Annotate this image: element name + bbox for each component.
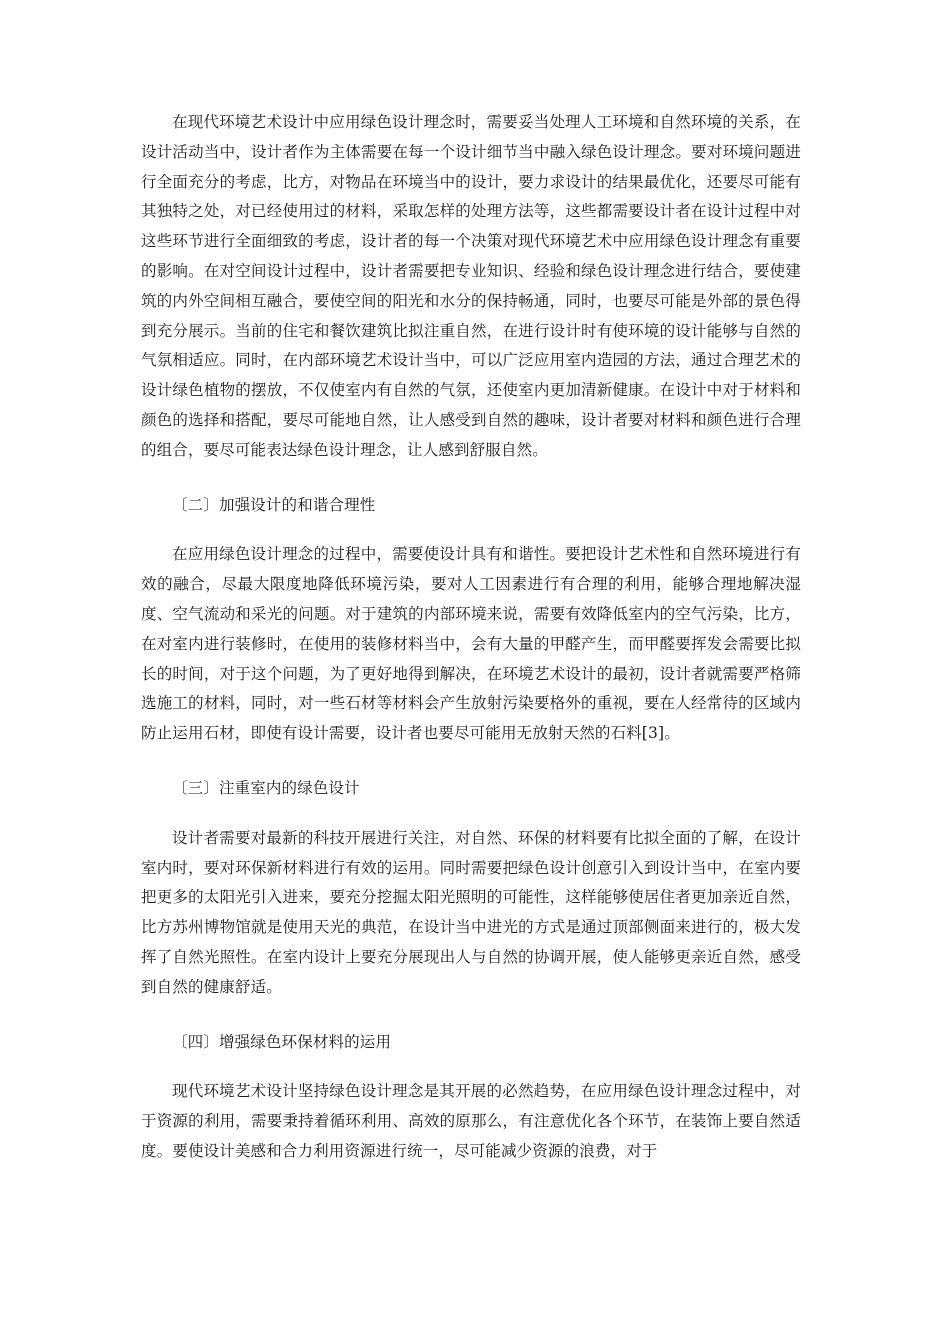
spacer: [141, 466, 801, 491]
spacer: [141, 1003, 801, 1028]
section-heading-materials: 〔四〕增强绿色环保材料的运用: [172, 1032, 392, 1051]
document-body: [141, 108, 801, 1167]
paragraph-harmony: 在应用绿色设计理念的过程中，需要使设计具有和谐性。要把设计艺术性和自然环境进行有效的融合，尽最大限度地降低环境污染，要对人工因素进行有合理的利用，能够合理地解决湿度、空气流动和采光的问题。对于建筑的内部环境来说，需要有效降低室内的空气污染，比方，在对室内进行装修时，在使用的装修材料当中，会有大量的甲醛产生，而甲醛要挥发会需要比拟长的时间，对于这个问题，为了更好地得到解决，在环境艺术设计的最初，设计者就需要严格筛选施工的材料，同时，对一些石材等材料会产生放射污染要格外的重视，要在人经常待的区域内防止运用石材，即使有设计需要，设计者也要尽可能用无放射天然的石料[3]。: [141, 545, 801, 743]
paragraph-materials: 现代环境艺术设计坚持绿色设计理念是其开展的必然趋势，在应用绿色设计理念过程中，对于资源的利用，需要秉持着循环利用、高效的原那么，有注意优化各个环节，在装饰上要自然适度。要使设计美感和合力利用资源进行统一，尽可能减少资源的浪费，对于: [141, 1082, 801, 1160]
spacer: [141, 520, 801, 540]
spacer: [141, 749, 801, 774]
paragraph-indoor-green: 设计者需要对最新的科技开展进行关注，对自然、环保的材料要有比拟全面的了解，在设计室内时，要对环保新材料进行有效的运用。同时需要把绿色设计创意引入到设计当中，在室内要把更多的太阳光引入进来，要充分挖掘太阳光照明的可能性，这样能够使居住者更加亲近自然，比方苏州博物馆就是使用天光的典范，在设计当中进光的方式是通过顶部侧面来进行的，极大发挥了自然光照性。在室内设计上要充分展现出人与自然的协调开展，使人能够更亲近自然，感受到自然的健康舒适。: [141, 828, 801, 996]
spacer: [141, 1057, 801, 1077]
paragraph-intro: 在现代环境艺术设计中应用绿色设计理念时，需要妥当处理人工环境和自然环境的关系，在设计活动当中，设计者作为主体需要在每一个设计细节当中融入绿色设计理念。要对环境问题进行全面充分的考虑，比方，对物品在环境当中的设计，要力求设计的结果最优化，还要尽可能有其独特之处，对已经使用过的材料，采取怎样的处理方法等，这些都需要设计者在设计过程中对这些环节进行全面细致的考虑，设计者的每一个决策对现代环境艺术中应用绿色设计理念有重要的影响。在对空间设计过程中，设计者需要把专业知识、经验和绿色设计理念进行结合，要使建筑的内外空间相互融合，要使空间的阳光和水分的保持畅通，同时，也要尽可能是外部的景色得到充分展示。当前的住宅和餐饮建筑比拟注重自然，在进行设计时有使环境的设计能够与自然的气氛相适应。同时，在内部环境艺术设计当中，可以广泛应用室内造园的方法，通过合理艺术的设计绿色植物的摆放，不仅使室内有自然的气氛，还使室内更加清新健康。在设计中对于材料和颜色的选择和搭配，要尽可能地自然，让人感受到自然的趣味，设计者要对材料和颜色进行合理的组合，要尽可能表达绿色设计理念，让人感到舒服自然。: [141, 113, 801, 459]
spacer: [141, 804, 801, 824]
section-heading-indoor-green: 〔三〕注重室内的绿色设计: [172, 778, 360, 797]
section-heading-harmony: 〔二〕加强设计的和谐合理性: [172, 495, 376, 514]
